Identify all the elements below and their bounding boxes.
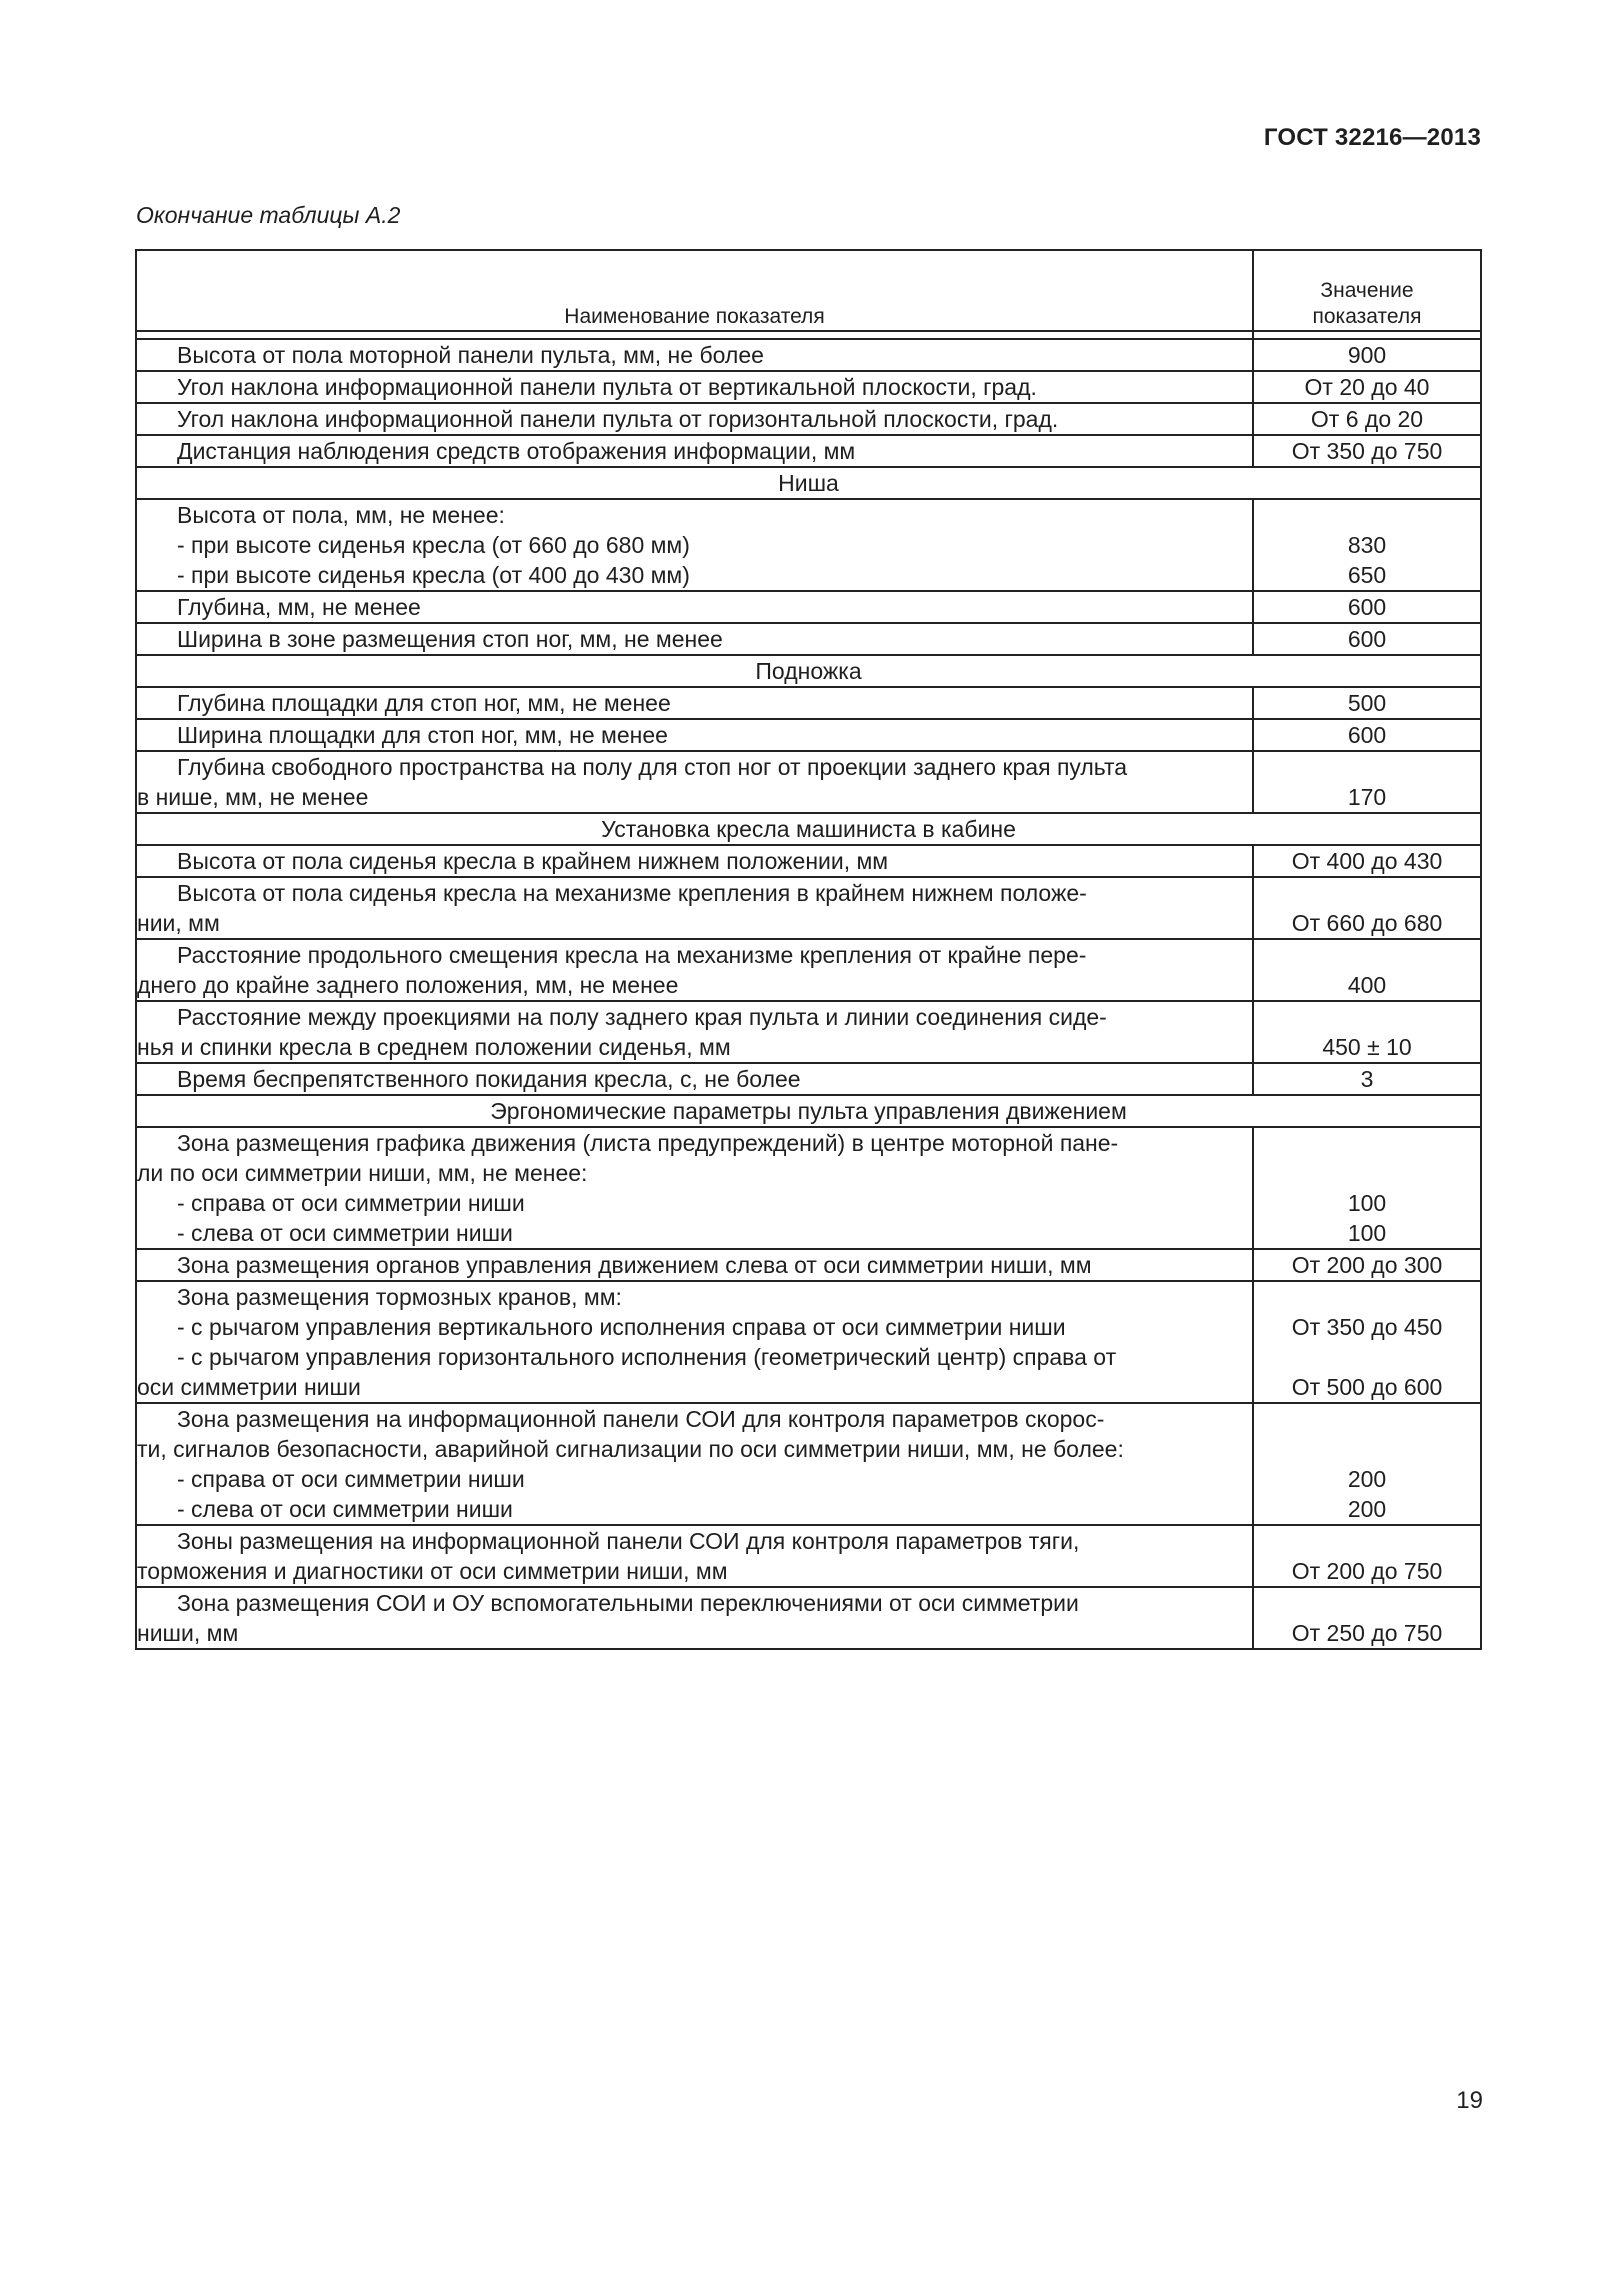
table-row	[136, 939, 1481, 1001]
table-row	[136, 435, 1481, 467]
table-row	[136, 339, 1481, 371]
row-value: От 200 до 300	[1253, 1249, 1481, 1281]
row-name	[136, 623, 1253, 655]
section-row	[136, 813, 1481, 845]
row-value: 170	[1253, 751, 1481, 813]
row-name-text: Зона размещения тормозных кранов, мм:	[177, 1284, 622, 1310]
row-value-item: 200	[1347, 1466, 1387, 1492]
row-value	[1253, 1281, 1481, 1403]
header-name: Наименование показателя	[136, 250, 1253, 331]
header-value-line2: показателя	[1312, 305, 1422, 328]
row-name-text: Глубина площадки для стоп ног, мм, не менее	[177, 690, 671, 716]
row-name	[136, 939, 1253, 1001]
row-name	[136, 751, 1253, 813]
row-value-item: От 500 до 600	[1291, 1374, 1443, 1400]
table-row	[136, 591, 1481, 623]
row-name-text: Глубина, мм, не менее	[177, 594, 421, 620]
table-row	[136, 719, 1481, 751]
row-sub-item: - слева от оси симметрии ниши	[177, 1220, 513, 1246]
row-name	[136, 403, 1253, 435]
row-sub-item: оси симметрии ниши	[137, 1374, 361, 1400]
table-header-row	[136, 250, 1481, 331]
row-name	[136, 1587, 1253, 1649]
row-value	[1253, 1127, 1481, 1249]
page-number: 19	[1456, 2087, 1483, 2114]
row-value: От 200 до 750	[1253, 1525, 1481, 1587]
row-name-text: Дистанция наблюдения средств отображения информации, мм	[177, 438, 856, 464]
row-name	[136, 877, 1253, 939]
table-row	[136, 1587, 1481, 1649]
row-name-text: нии, мм	[137, 910, 220, 936]
row-name-text: Высота от пола сиденья кресла на механизме крепления в крайнем нижнем положе-	[177, 880, 1087, 906]
row-value: 900	[1253, 339, 1481, 371]
table-caption: Окончание таблицы А.2	[136, 202, 401, 228]
row-value: От 660 до 680	[1253, 877, 1481, 939]
section-title: Установка кресла машиниста в кабине	[136, 813, 1481, 845]
row-sub-item: - с рычагом управления горизонтального исполнения (геометрический центр) справа от	[177, 1344, 1117, 1370]
row-value: 500	[1253, 687, 1481, 719]
row-value-item: 200	[1347, 1496, 1387, 1522]
table-row	[136, 1249, 1481, 1281]
row-name-text: Зона размещения графика движения (листа предупреждений) в центре моторной пане-	[177, 1130, 1119, 1156]
section-row	[136, 1095, 1481, 1127]
row-name	[136, 1063, 1253, 1095]
row-name-text: Расстояние между проекциями на полу заднего края пульта и линии соединения сиде-	[177, 1004, 1107, 1030]
table-row	[136, 403, 1481, 435]
row-value: От 20 до 40	[1253, 371, 1481, 403]
section-title: Эргономические параметры пульта управления движением	[136, 1095, 1481, 1127]
row-sub-item: - с рычагом управления вертикального исполнения справа от оси симметрии ниши	[177, 1314, 1066, 1340]
table-row	[136, 877, 1481, 939]
row-value	[1253, 499, 1481, 591]
row-value: 400	[1253, 939, 1481, 1001]
section-title: Подножка	[136, 655, 1481, 687]
row-sub-item: - справа от оси симметрии ниши	[177, 1190, 525, 1216]
row-value: 3	[1253, 1063, 1481, 1095]
row-name	[136, 371, 1253, 403]
row-value: 600	[1253, 719, 1481, 751]
row-name-text: Зона размещения СОИ и ОУ вспомогательными переключениями от оси симметрии	[177, 1590, 1079, 1616]
table-row	[136, 1281, 1481, 1403]
row-name	[136, 591, 1253, 623]
row-name-text: Зона размещения на информационной панели СОИ для контроля параметров скорос-	[177, 1406, 1105, 1432]
row-name	[136, 719, 1253, 751]
row-name	[136, 845, 1253, 877]
row-value-item: От 350 до 450	[1291, 1314, 1443, 1340]
table-row	[136, 1001, 1481, 1063]
row-name	[136, 499, 1253, 591]
row-name	[136, 1281, 1253, 1403]
row-name-text: Высота от пола моторной панели пульта, мм, не более	[177, 342, 764, 368]
row-value-item: 100	[1347, 1220, 1387, 1246]
row-value: От 6 до 20	[1253, 403, 1481, 435]
row-name-text: Ширина площадки для стоп ног, мм, не менее	[177, 722, 668, 748]
row-name	[136, 1127, 1253, 1249]
row-name-text: Угол наклона информационной панели пульта от вертикальной плоскости, град.	[177, 374, 1037, 400]
row-name-text: ниши, мм	[137, 1620, 239, 1646]
row-value-item: 650	[1347, 562, 1387, 588]
row-name-text: нья и спинки кресла в среднем положении сиденья, мм	[137, 1034, 731, 1060]
row-name-text: ти, сигналов безопасности, аварийной сигнализации по оси симметрии ниши, мм, не более:	[137, 1436, 1124, 1462]
table-row	[136, 1063, 1481, 1095]
row-name-text: ли по оси симметрии ниши, мм, не менее:	[137, 1160, 588, 1186]
row-name-text: Зоны размещения на информационной панели СОИ для контроля параметров тяги,	[177, 1528, 1080, 1554]
row-name-text: Зона размещения органов управления движением слева от оси симметрии ниши, мм	[177, 1252, 1092, 1278]
row-name	[136, 435, 1253, 467]
row-name-text: торможения и диагностики от оси симметрии ниши, мм	[137, 1558, 728, 1584]
row-value: От 350 до 750	[1253, 435, 1481, 467]
table-row	[136, 751, 1481, 813]
row-name	[136, 1525, 1253, 1587]
row-value: 600	[1253, 591, 1481, 623]
table-row	[136, 623, 1481, 655]
section-row	[136, 467, 1481, 499]
row-name	[136, 687, 1253, 719]
table-row	[136, 845, 1481, 877]
section-row	[136, 655, 1481, 687]
section-title: Ниша	[136, 467, 1481, 499]
header-value-line1: Значение	[1320, 279, 1414, 302]
header-spacer-row	[136, 331, 1481, 339]
row-sub-item: - при высоте сиденья кресла (от 660 до 680 мм)	[177, 532, 690, 558]
table-row	[136, 1525, 1481, 1587]
row-name-text: Ширина в зоне размещения стоп ног, мм, не менее	[177, 626, 723, 652]
row-name-text: Высота от пола сиденья кресла в крайнем нижнем положении, мм	[177, 848, 889, 874]
row-name	[136, 1249, 1253, 1281]
row-name-text: днего до крайне заднего положения, мм, не менее	[137, 972, 679, 998]
row-sub-item: - при высоте сиденья кресла (от 400 до 430 мм)	[177, 562, 690, 588]
parameters-table	[135, 249, 1482, 1650]
row-name-text: Расстояние продольного смещения кресла на механизме крепления от крайне пере-	[177, 942, 1087, 968]
row-value-item: 100	[1347, 1190, 1387, 1216]
row-name	[136, 1001, 1253, 1063]
row-name-text: Время беспрепятственного покидания кресла, с, не более	[177, 1066, 801, 1092]
row-value: От 250 до 750	[1253, 1587, 1481, 1649]
table-row	[136, 687, 1481, 719]
row-name-text: Высота от пола, мм, не менее:	[177, 502, 505, 528]
table-row	[136, 371, 1481, 403]
table-row	[136, 1127, 1481, 1249]
table-row	[136, 1403, 1481, 1525]
header-value	[1253, 250, 1481, 331]
row-value: 600	[1253, 623, 1481, 655]
row-name	[136, 339, 1253, 371]
document-id: ГОСТ 32216—2013	[1263, 124, 1481, 151]
row-name-text: в нише, мм, не менее	[137, 784, 369, 810]
row-value: От 400 до 430	[1253, 845, 1481, 877]
row-name-text: Глубина свободного пространства на полу для стоп ног от проекции заднего края пульта	[177, 754, 1128, 780]
row-sub-item: - слева от оси симметрии ниши	[177, 1496, 513, 1522]
row-name-text: Угол наклона информационной панели пульта от горизонтальной плоскости, град.	[177, 406, 1059, 432]
row-value: 450 ± 10	[1253, 1001, 1481, 1063]
row-name	[136, 1403, 1253, 1525]
row-value-item: 830	[1347, 532, 1387, 558]
row-sub-item: - справа от оси симметрии ниши	[177, 1466, 525, 1492]
table-row	[136, 499, 1481, 591]
row-value	[1253, 1403, 1481, 1525]
